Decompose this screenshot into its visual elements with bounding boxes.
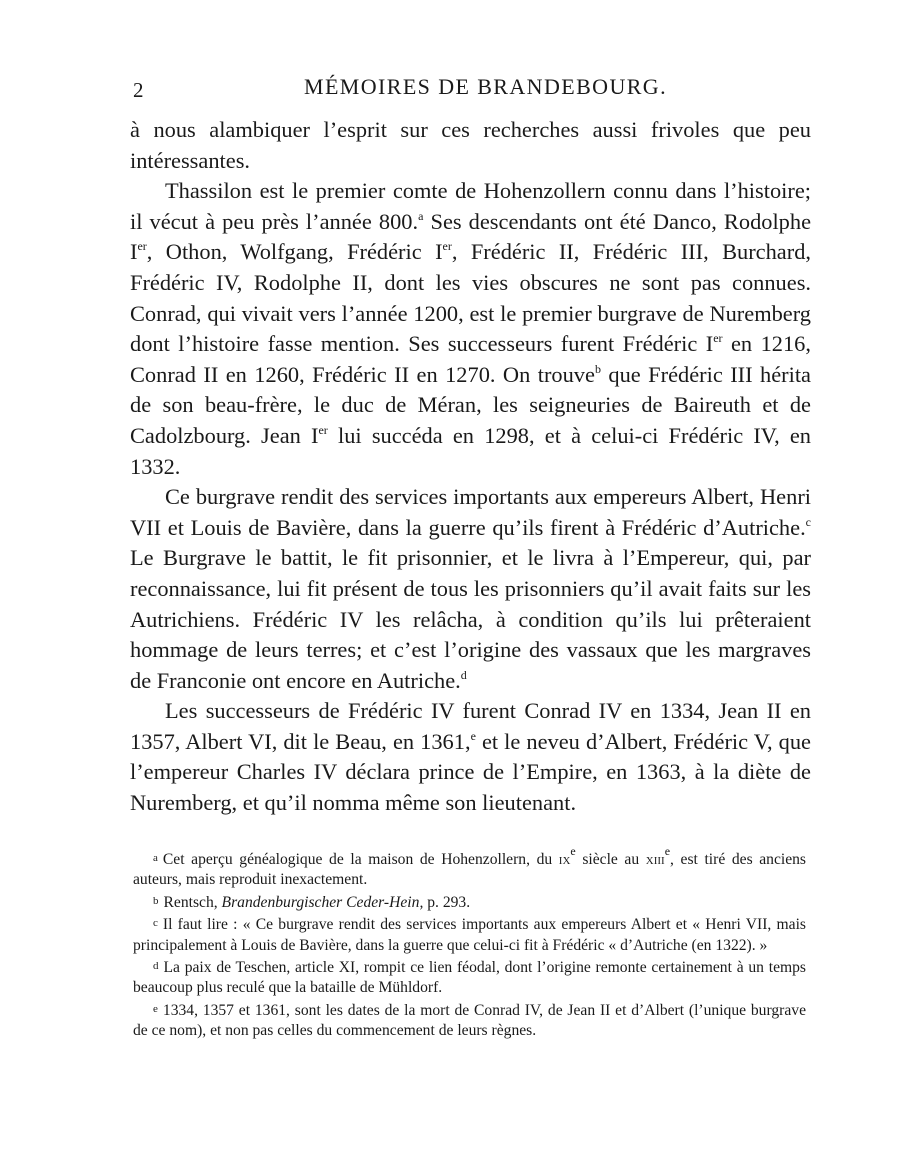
running-title: MÉMOIRES DE BRANDEBOURG. [303, 74, 667, 99]
paragraph-4-text-a: Les successeurs de Frédéric IV furent Conrad IV en 1334, Jean II en 1357, Albert VI, dit le Beau, en 1361, [130, 698, 811, 754]
footnote-text: siècle au [575, 851, 646, 868]
footnote-text: Rentsch, [163, 893, 222, 911]
book-title: Brandenburgischer Ceder-Hein, [221, 893, 424, 911]
footnote-text: , est tiré des anciens auteurs, mais reproduit inexactement. [133, 851, 806, 889]
paragraph-4 [130, 696, 811, 818]
footnote-c [133, 913, 806, 956]
footnote-text: Cet aperçu généalogique de la maison de Hohenzollern, du [162, 851, 559, 868]
footnote-text: Il faut lire : « Ce burgrave rendit des services importants aux empereurs Albert et « Henri VII, mais principalement à Louis de Bavière, dans la guerre que celui-ci fit à Frédéric « d’Autriche (en 1322). » [133, 916, 806, 954]
footnote-ref-e: e [470, 728, 476, 743]
roman-century: ix [558, 851, 571, 868]
paragraph-2-text-c: , Othon, Wolfgang, Frédéric I [146, 239, 443, 265]
footnote-a [133, 844, 806, 891]
footnote-ref-a: a [418, 208, 424, 223]
footnote-ref-c: c [805, 514, 811, 529]
paragraph-4-text-b: et le neveu d’Albert, Frédéric V, que l’empereur Charles IV déclara prince de l’Empire, en 1363, à la diète de Nuremberg, et qu’il nomma même son lieutenant. [130, 728, 811, 816]
paragraph-2-text-g: lui succéda en 1298, et à celui-ci Frédéric IV, en 1332. [130, 422, 811, 479]
paragraph-1 [130, 115, 811, 176]
footnote-d [133, 956, 806, 999]
footnote-ref-d: d [460, 667, 467, 682]
page-number: 2 [133, 78, 144, 102]
ordinal-superscript: e [570, 844, 576, 858]
paragraph-2-text-f: que Frédéric III hérita de son beau-frère, le duc de Méran, les seigneuries de Baireuth et de Cadolzbourg. Jean I [130, 361, 812, 448]
footnote-text: p. 293. [423, 893, 471, 911]
ordinal-superscript: e [664, 844, 671, 858]
ordinal-superscript: er [137, 239, 147, 254]
ordinal-superscript: er [318, 422, 328, 437]
page-header [133, 74, 810, 102]
roman-century: xiii [645, 851, 665, 868]
main-text [130, 115, 811, 819]
footnote-mark: d [153, 960, 159, 973]
paragraph-3-text-a: Ce burgrave rendit des services importants aux empereurs Albert, Henri VII et Louis de Bavière, dans la guerre qu’ils firent à Frédéric d’Autriche. [130, 484, 811, 540]
ordinal-superscript: er [442, 239, 452, 254]
paragraph-2-text-b: Ses descendants ont été Danco, Rodolphe I [130, 208, 812, 265]
paragraph-2-text-a: Thassilon est le premier comte de Hohenzollern connu dans l’histoire; il vécut à peu près l’année 800. [130, 178, 811, 234]
footnote-ref-b: b [594, 361, 601, 376]
paragraph-3 [130, 482, 811, 696]
paragraph-2 [130, 176, 811, 482]
footnote-b [133, 891, 806, 913]
footnote-e [133, 999, 806, 1042]
paragraph-2-text-e: en 1216, Conrad II en 1260, Frédéric II en 1270. On trouve [130, 331, 811, 387]
footnote-mark: b [153, 894, 159, 907]
footnote-mark: e [153, 1002, 158, 1015]
footnotes [133, 844, 806, 1042]
footnote-text: 1334, 1357 et 1361, sont les dates de la mort de Conrad IV, de Jean II et d’Albert (l’unique burgrave de ce nom), et non pas celles du commencement de leurs règnes. [133, 1001, 806, 1040]
paragraph-1-text: à nous alambiquer l’esprit sur ces recherches aussi frivoles que peu intéressantes. [130, 117, 811, 173]
ordinal-superscript: er [713, 331, 723, 346]
footnote-text: La paix de Teschen, article XI, rompit ce lien féodal, dont l’origine remonte certainement à un temps beaucoup plus reculé que la bataille de Mühldorf. [133, 959, 806, 997]
footnote-mark: c [153, 917, 158, 930]
paragraph-2-text-d: , Frédéric II, Frédéric III, Burchard, Frédéric IV, Rodolphe II, dont les vies obscures ne sont pas connues. Conrad, qui vivait vers l’année 1200, est le premier burgrave de Nuremberg dont l’histoire fasse mention. Ses successeurs furent Frédéric I [130, 239, 811, 357]
paragraph-3-text-b: Le Burgrave le battit, le fit prisonnier, et le livra à l’Empereur, qui, par reconnaissance, lui fit présent de tous les prisonniers qu’il avait faits sur les Autrichiens. Frédéric IV les relâcha, à condition qu’ils lui prêteraient hommage de leurs terres; et c’est l’origine des vassaux que les margraves de Franconie ont encore en Autriche. [130, 545, 811, 693]
footnote-mark: a [153, 852, 158, 864]
